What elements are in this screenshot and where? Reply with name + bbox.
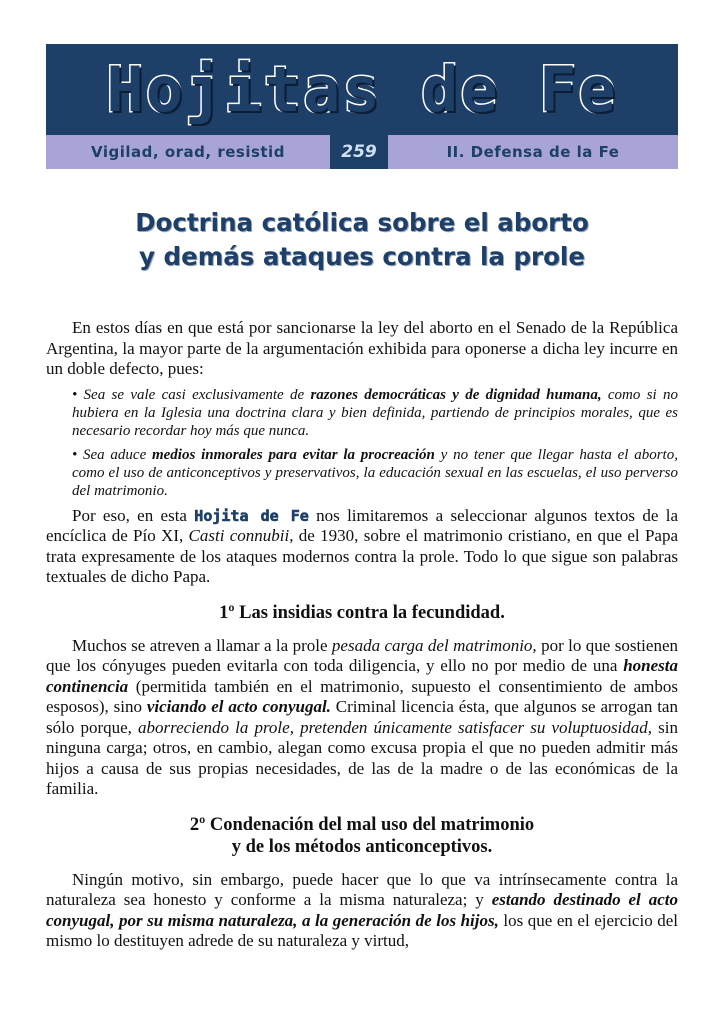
issue-number: 259 (330, 135, 388, 169)
article-body (46, 318, 678, 958)
bullet-item-2 (72, 446, 678, 500)
para3-b: pesada carga del matrimonio, (331, 635, 537, 655)
paragraph-2 (46, 506, 678, 588)
bullet2-pre: • Sea aduce (72, 446, 152, 463)
page-title (46, 206, 678, 274)
paragraph-3 (46, 636, 678, 800)
para4-c: los que en el ejercicio del mismo lo destituyen adrede de su naturaleza y virtud, (46, 910, 678, 950)
masthead (46, 44, 678, 169)
para3-d: honesta continencia (46, 656, 678, 696)
bullet1-bold: razones democráticas y de dignidad humana, (310, 386, 602, 403)
bullet2-post: y no tener que llegar hasta el aborto, como el uso de anticonceptivos y preservativos, la educación sexual en las escuelas, el uso perverso del matrimonio. (72, 446, 678, 499)
para2-mid: nos limitaremos a seleccionar algunos textos de la encíclica de Pío XI, (46, 505, 678, 545)
masthead-title: Hojitas de Fe (106, 52, 618, 126)
title-line-2: y demás ataques contra la prole (139, 242, 585, 271)
bullet1-pre: • Sea se vale casi exclusivamente de (72, 386, 311, 403)
bullet2-bold: medios inmorales para evitar la procreación (151, 446, 435, 463)
para2-pre: Por eso, en esta (72, 505, 195, 525)
inline-brand: Hojita de Fe (194, 506, 309, 525)
para2-post: de 1930, sobre el matrimonio cristiano, en que el Papa trata expresamente de los ataques modernos contra la prole. Todo lo que sigue son palabras textuales de dicho Papa. (46, 526, 678, 586)
para3-f: viciando el acto conyugal. (146, 697, 331, 716)
intro-paragraph: En estos días en que está por sancionarse la ley del aborto en el Senado de la República Argentina, la mayor parte de la argumentación exhibida para oponerse a dicha ley incurre en un doble defecto, pues: (46, 318, 678, 378)
bullet1-post: como si no hubiera en la Iglesia una doctrina clara y bien definida, partiendo de principios morales, que es necesario recordar hoy más que nunca. (72, 386, 679, 439)
para4-b: estando destinado el acto conyugal, por su misma naturaleza, a la generación de los hijos, (46, 890, 678, 930)
para2-italic: Casti connubii, (188, 526, 294, 545)
masthead-subbar (46, 135, 678, 169)
bullet-item-1 (72, 386, 678, 440)
title-line-1: Doctrina católica sobre el aborto (135, 208, 589, 237)
masthead-motto: Vigilad, orad, resistid (91, 143, 285, 161)
heading2-line-1: 2º Condenación del mal uso del matrimonio (189, 814, 535, 835)
para3-c: por lo que sostienen que los cónyuges pueden evitarla con toda diligencia, y ello no por medio de una (46, 635, 678, 675)
heading2-line-2: y de los métodos anticonceptivos. (231, 836, 493, 857)
para3-h: aborreciendo la prole, pretenden únicamente satisfacer su voluptuosidad, (138, 717, 653, 737)
para3-g: Criminal licencia ésta, que algunos se arrogan tan sólo porque, (46, 697, 678, 737)
section-heading-1: 1º Las insidias contra la fecundidad. (219, 602, 505, 623)
masthead-banner (46, 44, 678, 135)
para4-a: Ningún motivo, sin embargo, puede hacer que lo que va intrínsecamente contra la naturaleza sea honesto y conforme a la misma naturaleza; y (46, 869, 678, 909)
para3-a: Muchos se atreven a llamar a la prole (72, 635, 332, 655)
section-heading-2 (46, 814, 678, 858)
para3-i: sin ninguna carga; otros, en cambio, alegan como excusa propia el que no pueden admitir más hijos a causa de sus propias necesidades, de las de la madre o de las económicas de la familia. (46, 717, 679, 798)
section-label: II. Defensa de la Fe (446, 143, 620, 161)
para3-e: (permitida también en el matrimonio, supuesto el consentimiento de ambos esposos), sino (46, 676, 678, 716)
paragraph-4 (46, 870, 678, 952)
